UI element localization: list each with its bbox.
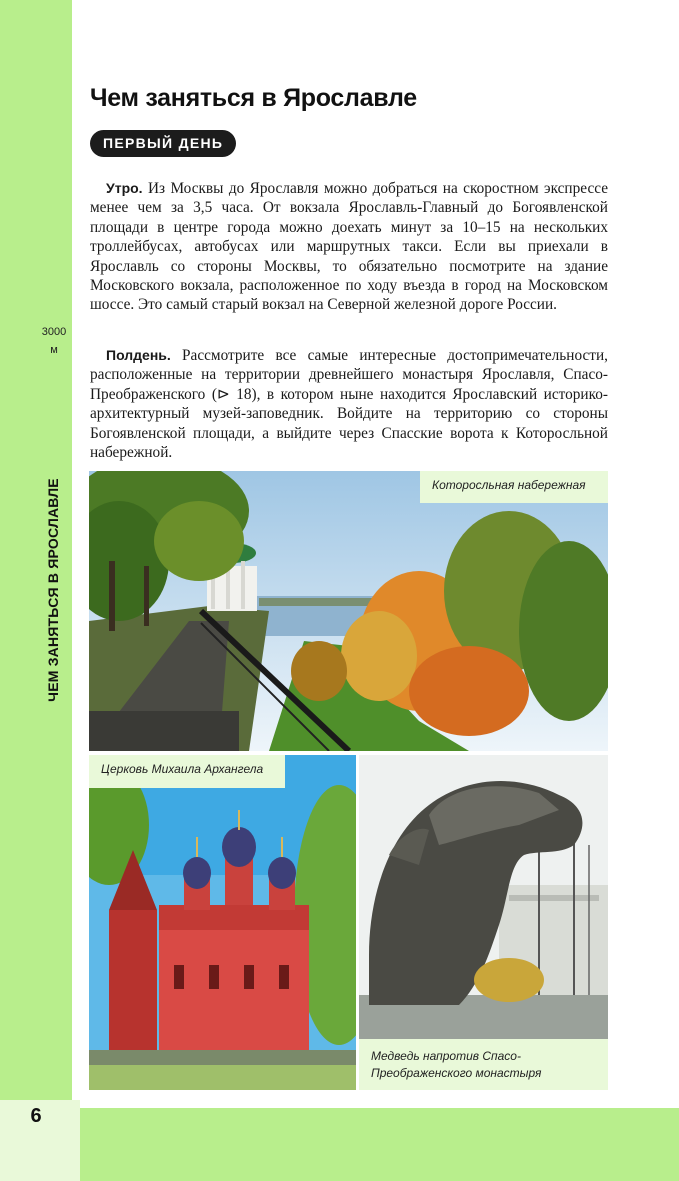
page-number: 6	[30, 1105, 42, 1127]
embankment-caption: Которосльная набережная	[420, 471, 608, 503]
page-title: Чем заняться в Ярославле	[90, 84, 417, 112]
paragraph-morning	[90, 179, 608, 315]
embankment-photo	[89, 471, 608, 751]
day-badge: ПЕРВЫЙ ДЕНЬ	[90, 130, 236, 157]
altitude-value: 3000	[41, 326, 67, 338]
bear-illustration	[359, 755, 608, 1039]
side-strip	[0, 0, 72, 1100]
church-caption: Церковь Михаила Архангела	[89, 755, 285, 788]
paragraph-text: Рассмотрите все самые интересные достопримечательности, расположенные на территории древнейшего монастыря Ярославля, Спасо-Преображенского (⊳ 18), в котором ныне находится Ярославский историко-архитектурный музей-заповедник. Войдите на территорию со стороны Богоявленской площади, а выйдите через Спасские ворота к Которосльной набережной.	[90, 347, 608, 462]
bear-caption: Медведь напротив Спасо-Преображенского монастыря	[359, 1039, 608, 1090]
bear-photo	[359, 755, 608, 1039]
paragraph-lead: Утро.	[106, 180, 143, 196]
side-section-title: ЧЕМ ЗАНЯТЬСЯ В ЯРОСЛАВЛЕ	[45, 478, 61, 702]
paragraph-noon	[90, 346, 608, 462]
altitude-unit: м	[50, 344, 58, 356]
embankment-illustration	[89, 471, 608, 751]
altitude-marker	[38, 323, 70, 359]
paragraph-lead: Полдень.	[106, 347, 171, 363]
church-illustration	[89, 755, 356, 1090]
paragraph-text: Из Москвы до Ярославля можно добраться на скоростном экспрессе менее чем за 3,5 часа. От вокзала Ярославль-Главный до Богоявленской площади в центре города можно доехать минут за 10–15 на нескольких троллейбусах, автобусах или маршрутных такси. Если вы приехали в Ярославль со стороны Москвы, то обязательно посмотрите на здание Московского вокзала, расположенное по ходу въезда в город на Московском шоссе. Это самый старый вокзал на Северной железной дороге России.	[90, 180, 608, 314]
church-photo	[89, 755, 356, 1090]
bottom-band	[80, 1108, 679, 1181]
